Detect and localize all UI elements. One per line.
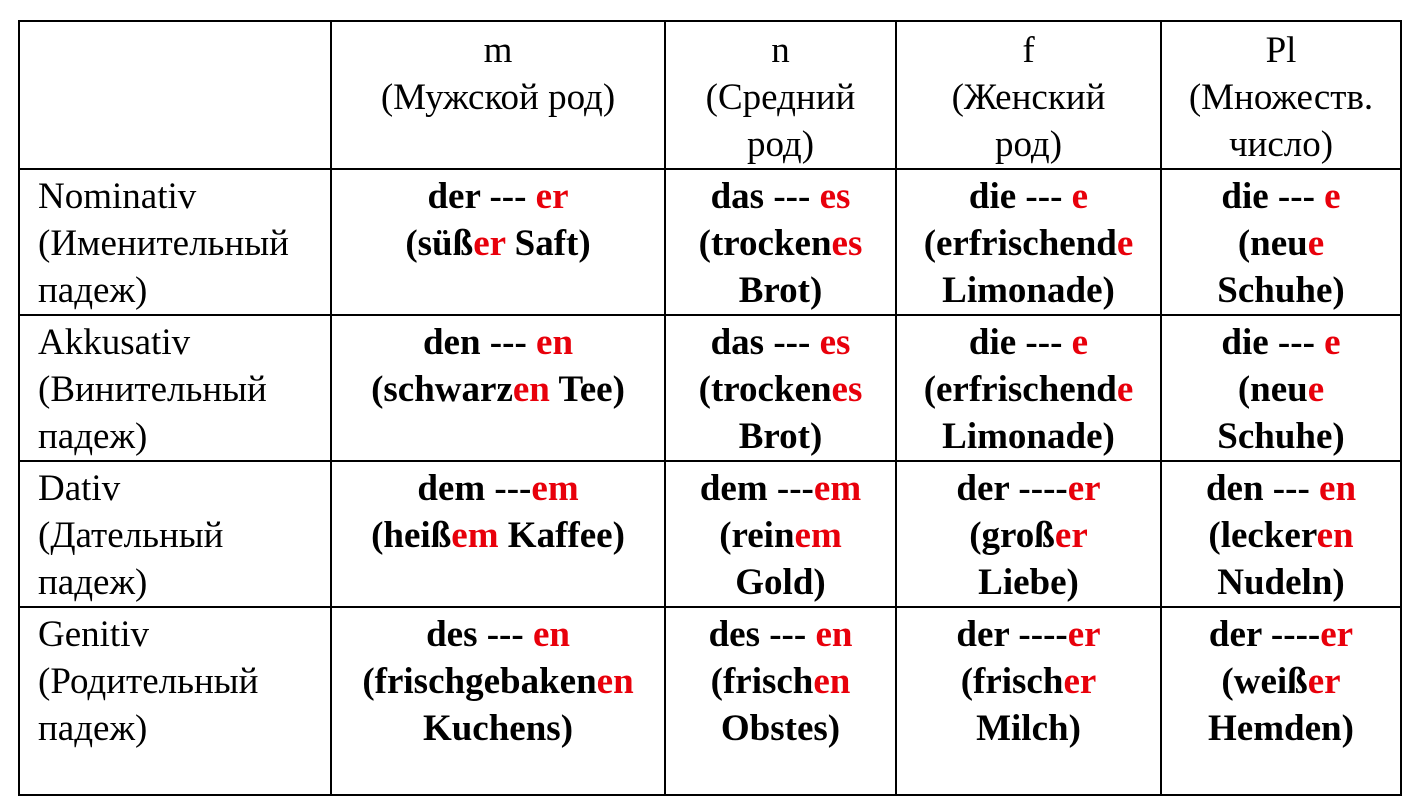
header-line: число) (1228, 124, 1334, 165)
form-text: das --- (710, 322, 820, 363)
form-text: Nudeln) (1217, 562, 1345, 603)
form-text: (trocken (698, 223, 832, 264)
form-cell (331, 607, 665, 795)
form-cell (331, 461, 665, 607)
header-line: (Женский (951, 77, 1106, 118)
form-line (332, 366, 664, 413)
ending-highlight: er (1063, 661, 1097, 702)
case-name-line: Genitiv (38, 614, 149, 655)
case-name-line: падеж) (38, 416, 148, 457)
form-cell (1161, 315, 1401, 461)
form-line (332, 658, 664, 705)
ending-highlight: en (512, 369, 550, 410)
ending-highlight: en (1316, 515, 1354, 556)
ending-highlight: es (819, 176, 851, 217)
case-name-line: падеж) (38, 708, 148, 749)
form-line (897, 512, 1160, 559)
case-cell (19, 461, 331, 607)
form-text: die --- (1221, 176, 1325, 217)
form-cell (896, 461, 1161, 607)
header-line: род) (746, 124, 815, 165)
form-text: (trocken (698, 369, 832, 410)
form-text: (weiß (1221, 661, 1308, 702)
header-line: Pl (1265, 30, 1297, 71)
form-text: die --- (968, 176, 1072, 217)
header-line: n (771, 30, 790, 71)
form-text: Brot) (738, 270, 823, 311)
form-line (897, 319, 1160, 366)
table-row-genitiv (19, 607, 1401, 795)
table-row-nominativ (19, 169, 1401, 315)
header-line: (Множеств. (1188, 77, 1374, 118)
header-line: (Средний (705, 77, 856, 118)
form-text: die --- (1221, 322, 1325, 363)
header-line: m (483, 30, 513, 71)
form-text: dem --- (417, 468, 532, 509)
form-line (1162, 413, 1400, 460)
header-cell-masculine (331, 21, 665, 169)
ending-highlight: e (1307, 223, 1325, 264)
form-line (897, 705, 1160, 752)
form-line (1162, 319, 1400, 366)
form-line (897, 658, 1160, 705)
ending-highlight: er (1307, 661, 1341, 702)
form-text: (frisch (960, 661, 1064, 702)
ending-highlight: er (1067, 468, 1101, 509)
form-cell (331, 169, 665, 315)
header-line: (Мужской род) (380, 77, 616, 118)
ending-highlight: en (815, 614, 853, 655)
form-text: Kuchens) (422, 708, 574, 749)
ending-highlight: en (536, 322, 574, 363)
form-text: die --- (968, 322, 1072, 363)
form-cell (665, 315, 896, 461)
form-line (897, 413, 1160, 460)
case-name-line: (Именительный (38, 223, 289, 264)
form-text: der --- (427, 176, 536, 217)
form-text: Milch) (976, 708, 1081, 749)
ending-highlight: en (532, 614, 570, 655)
form-text: dem --- (699, 468, 814, 509)
ending-highlight: en (813, 661, 851, 702)
form-cell (1161, 607, 1401, 795)
form-line (332, 705, 664, 752)
form-cell (896, 315, 1161, 461)
form-text: Schuhe) (1217, 416, 1345, 457)
form-line (666, 705, 895, 752)
form-line (666, 465, 895, 512)
case-name-line: падеж) (38, 270, 148, 311)
form-line (897, 267, 1160, 314)
form-text: Saft) (505, 223, 591, 264)
form-line (332, 512, 664, 559)
form-cell (1161, 461, 1401, 607)
table-row-akkusativ (19, 315, 1401, 461)
form-text: (rein (719, 515, 795, 556)
case-cell (19, 315, 331, 461)
form-text: (neu (1237, 223, 1308, 264)
form-line (1162, 705, 1400, 752)
form-line (1162, 220, 1400, 267)
form-cell (665, 461, 896, 607)
table-row-dativ (19, 461, 1401, 607)
form-text: (erfrischend (923, 369, 1117, 410)
form-line (1162, 559, 1400, 606)
form-line (666, 512, 895, 559)
ending-highlight: em (451, 515, 499, 556)
header-row (19, 21, 1401, 169)
form-line (897, 220, 1160, 267)
form-line (897, 465, 1160, 512)
ending-highlight: er (535, 176, 569, 217)
form-text: Liebe) (978, 562, 1079, 603)
form-line (897, 173, 1160, 220)
case-name-line: (Родительный (38, 661, 259, 702)
form-text: Tee) (549, 369, 625, 410)
form-line (897, 366, 1160, 413)
header-line: род) (994, 124, 1063, 165)
form-line (666, 611, 895, 658)
case-name-line: (Дательный (38, 515, 224, 556)
ending-highlight: er (1067, 614, 1101, 655)
form-line (332, 465, 664, 512)
declension-table (18, 20, 1402, 796)
form-text: den --- (422, 322, 537, 363)
form-text: den --- (1205, 468, 1320, 509)
header-cell-neuter (665, 21, 896, 169)
form-text: Hemden) (1208, 708, 1354, 749)
form-line (666, 413, 895, 460)
form-text: (neu (1237, 369, 1308, 410)
header-cell-corner (19, 21, 331, 169)
ending-highlight: e (1071, 322, 1089, 363)
form-text: der ---- (956, 614, 1068, 655)
form-cell (896, 607, 1161, 795)
form-line (897, 559, 1160, 606)
form-line (1162, 611, 1400, 658)
ending-highlight: e (1307, 369, 1325, 410)
form-text: Kaffee) (498, 515, 625, 556)
form-line (666, 173, 895, 220)
form-text: Obstes) (720, 708, 841, 749)
form-line (1162, 512, 1400, 559)
form-line (666, 267, 895, 314)
ending-highlight: es (831, 369, 863, 410)
header-cell-feminine (896, 21, 1161, 169)
form-text: (schwarz (371, 369, 513, 410)
form-line (332, 611, 664, 658)
case-name-line: (Винительный (38, 369, 267, 410)
ending-highlight: e (1116, 369, 1134, 410)
ending-highlight: er (473, 223, 506, 264)
ending-highlight: es (831, 223, 863, 264)
form-line (666, 658, 895, 705)
form-text: das --- (710, 176, 820, 217)
form-text: (frischgebaken (362, 661, 597, 702)
form-text: der ---- (1208, 614, 1321, 655)
header-line: f (1022, 30, 1035, 71)
form-cell (665, 169, 896, 315)
ending-highlight: e (1324, 322, 1341, 363)
form-line (666, 319, 895, 366)
form-cell (331, 315, 665, 461)
case-cell (19, 607, 331, 795)
form-text: Brot) (738, 416, 823, 457)
ending-highlight: e (1324, 176, 1341, 217)
case-name-line: Dativ (38, 468, 121, 509)
form-line (666, 220, 895, 267)
form-line (666, 559, 895, 606)
form-line (666, 366, 895, 413)
form-line (897, 611, 1160, 658)
ending-highlight: e (1071, 176, 1089, 217)
header-cell-plural (1161, 21, 1401, 169)
ending-highlight: e (1116, 223, 1134, 264)
form-line (1162, 465, 1400, 512)
form-text: der ---- (956, 468, 1068, 509)
form-cell (1161, 169, 1401, 315)
ending-highlight: em (531, 468, 579, 509)
form-line (1162, 267, 1400, 314)
form-text: des --- (708, 614, 816, 655)
form-cell (896, 169, 1161, 315)
ending-highlight: er (1320, 614, 1354, 655)
form-cell (665, 607, 896, 795)
form-text: (frisch (710, 661, 814, 702)
case-cell (19, 169, 331, 315)
ending-highlight: en (596, 661, 634, 702)
ending-highlight: em (794, 515, 842, 556)
case-name-line: падеж) (38, 562, 148, 603)
ending-highlight: er (1054, 515, 1088, 556)
ending-highlight: en (1319, 468, 1357, 509)
form-line (332, 220, 664, 267)
form-line (1162, 366, 1400, 413)
form-text: (süß (405, 223, 474, 264)
form-line (1162, 658, 1400, 705)
form-text: (lecker (1208, 515, 1317, 556)
form-text: Limonade) (942, 416, 1115, 457)
case-name-line: Nominativ (38, 176, 197, 217)
form-line (1162, 173, 1400, 220)
form-text: des --- (426, 614, 533, 655)
form-line (332, 173, 664, 220)
form-text: (erfrischend (923, 223, 1117, 264)
form-text: Schuhe) (1217, 270, 1345, 311)
form-line (332, 319, 664, 366)
form-text: Limonade) (942, 270, 1115, 311)
ending-highlight: es (819, 322, 851, 363)
case-name-line: Akkusativ (38, 322, 191, 363)
form-text: Gold) (735, 562, 826, 603)
form-text: (heiß (371, 515, 452, 556)
ending-highlight: em (813, 468, 862, 509)
form-text: (groß (969, 515, 1055, 556)
